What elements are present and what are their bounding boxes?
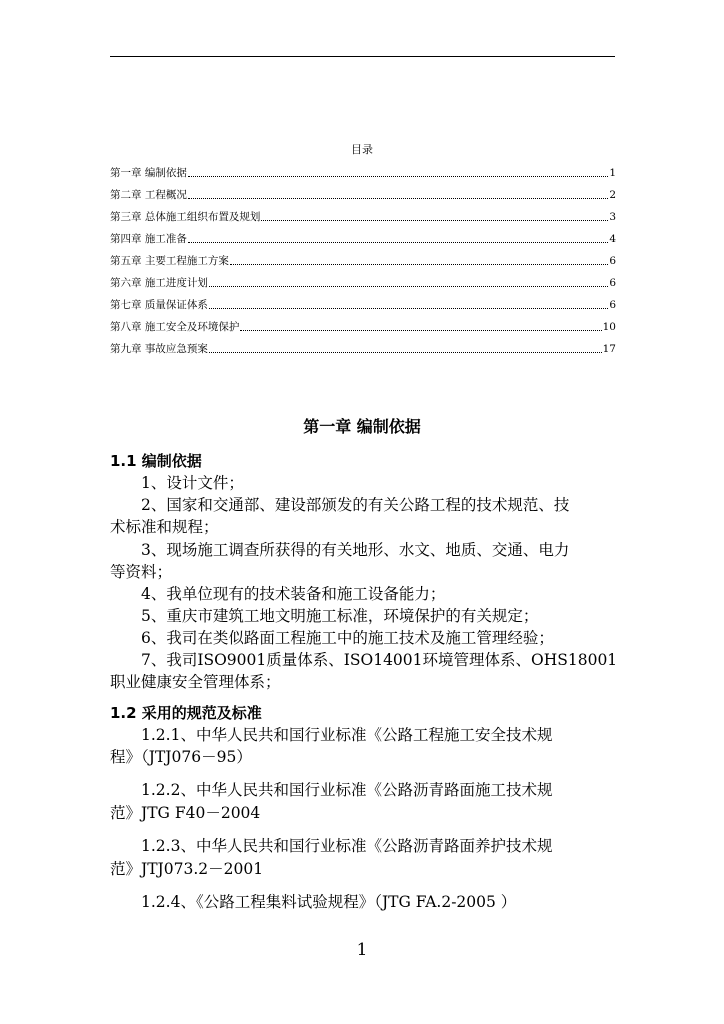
toc-entry[interactable] xyxy=(110,252,616,268)
toc-entry-page: 10 xyxy=(602,321,616,333)
body-line: 3、现场施工调查所获得的有关地形、水文、地质、交通、电力 xyxy=(141,541,570,559)
header-rule xyxy=(110,56,615,57)
toc-leader-dots xyxy=(230,263,608,265)
body-line: 7、我司ISO9001质量体系、ISO14001环境管理体系、OHS18001 xyxy=(141,651,618,669)
toc-entry-label: 第一章 编制依据 xyxy=(110,167,187,179)
body-line: 1.2.4、《公路工程集料试验规程》（JTG FA.2-2005 ） xyxy=(141,893,517,911)
toc-entry[interactable] xyxy=(110,340,616,356)
body-line: 2、国家和交通部、建设部颁发的有关公路工程的技术规范、技 xyxy=(141,496,570,514)
chapter-title: 第一章 编制依据 xyxy=(303,417,421,436)
body-line: 5、重庆市建筑工地文明施工标准，环境保护的有关规定； xyxy=(141,607,539,625)
toc-leader-dots xyxy=(209,307,608,309)
section-heading: 1.2 采用的规范及标准 xyxy=(110,704,262,722)
toc-entry-page: 6 xyxy=(609,299,616,311)
toc-entry-label: 第七章 质量保证体系 xyxy=(110,299,208,311)
toc-title: 目录 xyxy=(351,143,373,156)
body-line: 术标准和规程； xyxy=(110,518,219,536)
toc-entry[interactable] xyxy=(110,208,616,224)
toc-leader-dots xyxy=(209,285,608,287)
toc-leader-dots xyxy=(188,241,608,243)
toc-entry[interactable] xyxy=(110,230,616,246)
toc-entry[interactable] xyxy=(110,164,616,180)
toc-leader-dots xyxy=(240,329,601,331)
toc-leader-dots xyxy=(188,197,608,199)
toc-entry-label: 第九章 事故应急预案 xyxy=(110,343,208,355)
body-line: 1.2.2、中华人民共和国行业标准《公路沥青路面施工技术规 xyxy=(141,781,553,799)
body-line: 等资料； xyxy=(110,563,173,581)
body-line: 4、我单位现有的技术装备和施工设备能力； xyxy=(141,585,446,603)
toc-entry-page: 1 xyxy=(609,167,616,179)
toc-entry-label: 第二章 工程概况 xyxy=(110,189,187,201)
toc-entry-page: 17 xyxy=(602,343,616,355)
toc-entry[interactable] xyxy=(110,186,616,202)
body-line: 6、我司在类似路面工程施工中的施工技术及施工管理经验； xyxy=(141,629,554,647)
body-line: 程》（JTJ076－95） xyxy=(110,748,252,766)
toc-entry[interactable] xyxy=(110,318,616,334)
toc-leader-dots xyxy=(209,351,602,353)
section-heading: 1.1 编制依据 xyxy=(110,452,202,470)
toc-entry-label: 第四章 施工准备 xyxy=(110,233,187,245)
toc-entry-page: 4 xyxy=(609,233,616,245)
body-line: 范》JTG F40－2004 xyxy=(110,804,261,822)
toc-entry-page: 6 xyxy=(609,277,616,289)
toc-entry-page: 6 xyxy=(609,255,616,267)
toc-entry-label: 第八章 施工安全及环境保护 xyxy=(110,321,240,333)
toc-entry-page: 2 xyxy=(609,189,616,201)
body-line: 1.2.1、中华人民共和国行业标准《公路工程施工安全技术规 xyxy=(141,726,553,744)
toc-entry-label: 第三章 总体施工组织布置及规划 xyxy=(110,211,261,223)
body-line: 1.2.3、中华人民共和国行业标准《公路沥青路面养护技术规 xyxy=(141,837,553,855)
toc-entry[interactable] xyxy=(110,274,616,290)
body-line: 1、设计文件； xyxy=(141,474,244,492)
page-number: 1 xyxy=(356,940,368,960)
toc-entry-label: 第六章 施工进度计划 xyxy=(110,277,208,289)
toc-leader-dots xyxy=(261,219,608,221)
toc-leader-dots xyxy=(188,175,608,177)
toc-entry-page: 3 xyxy=(609,211,616,223)
body-line: 范》JTJ073.2－2001 xyxy=(110,860,264,878)
body-line: 职业健康安全管理体系； xyxy=(110,673,281,691)
toc-entry-label: 第五章 主要工程施工方案 xyxy=(110,255,229,267)
toc-entry[interactable] xyxy=(110,296,616,312)
